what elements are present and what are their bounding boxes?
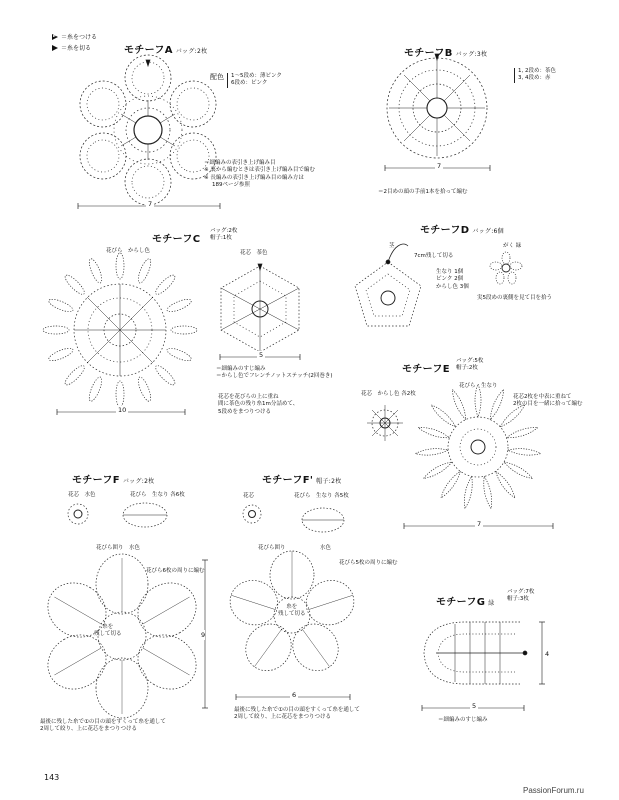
motif-c-center-label: 花芯 茶色 [240, 250, 268, 256]
page-number: 143 [44, 773, 60, 782]
motif-g-dimension-h: 4 [545, 650, 550, 658]
motif-f-center-label: 花芯 水色 [68, 492, 96, 498]
cut-thread-icon [52, 45, 58, 51]
motif-f2-center-label: 花芯 [243, 493, 255, 499]
motif-e-assembly: 花芯2枚を中表に重ねて 2枚の目を一緒に拾って編む [513, 394, 583, 408]
motif-g-dimension-w: 5 [472, 702, 477, 710]
motif-a-colors: 配色 1〜5段め：薄ピンク 6段め：ピンク [210, 73, 282, 87]
motif-g-usage: バッグ:7枚 帽子:3枚 [507, 589, 535, 603]
motif-e-center-diagram [367, 405, 403, 441]
motif-f2-center-diagram [243, 505, 261, 523]
motif-c-petal-label: 花びら からし色 [106, 248, 151, 254]
motif-b-diagram [387, 54, 487, 158]
motif-c-title: モチーフC [152, 234, 201, 245]
motif-f-assembly: 最後に残した糸で①の目の頭をすくって糸を通して 2周して絞り、上に花芯をまつりつける [40, 719, 166, 733]
motif-d-gaku-diagram [490, 252, 522, 284]
attach-thread-icon [52, 34, 58, 40]
motif-d-note: 実5段めの裏側を見て目を拾う [477, 295, 553, 301]
motif-e-usage: バッグ:5枚 帽子:2枚 [456, 358, 484, 372]
legend-attach: ＝糸をつける [52, 32, 97, 41]
motif-a-diagram [72, 55, 225, 205]
motif-e-center-label: 花芯 からし色 各2枚 [361, 391, 416, 397]
motif-c-center-diagram [221, 264, 299, 352]
motif-f-diagram [38, 554, 206, 718]
motif-f-title: モチーフF バッグ:2枚 [72, 475, 155, 486]
motif-g-diagram [424, 622, 527, 684]
motif-f2-title: モチーフF' 帽子:2枚 [262, 475, 342, 486]
motif-f2-surround-color: 水色 [320, 545, 332, 551]
motif-a-notes: ＝細編みの表引き上げ編み目 ※ 裏から編むときは表引き上げ編み目で編む ※ 長編みの表引き上げ編み目の編み方は 189ページ参照 [204, 160, 315, 189]
motif-c-dimension-large: 10 [118, 406, 127, 414]
motif-d-title: モチーフD バッグ:6個 [420, 225, 504, 236]
motif-f-center-diagram [68, 504, 88, 524]
motif-d-diagram [355, 244, 421, 326]
motif-d-stem-label: 茎 [389, 243, 395, 249]
legend-cut: ＝糸を切る [52, 43, 97, 52]
motif-f-petal-diagram [123, 503, 167, 527]
motif-c-diagram [43, 253, 197, 407]
motif-f-surround-note: 花びら6枚の周りに編む [146, 568, 205, 574]
motif-b-title: モチーフB バッグ:3枚 [404, 48, 488, 59]
motif-e-dimension: 7 [477, 520, 482, 528]
motif-f-thread-note: 糸を 残して切る [94, 624, 122, 638]
motif-f2-surround-label: 花びら囲り [258, 545, 286, 551]
motif-f2-thread-note: 糸を 残して切る [278, 604, 306, 618]
motif-c-usage: バッグ:2枚 帽子:1枚 [210, 228, 238, 242]
motif-d-gaku-label: がく 緑 [503, 243, 522, 249]
motif-f2-assembly: 最後に残した糸で①の目の頭をすくって糸を通して 2周して絞り、上に花芯をまつりつける [234, 707, 360, 721]
motif-f2-petal-diagram [302, 508, 344, 532]
motif-c-dimension-small: 5 [259, 351, 264, 359]
motif-d-color-list: 生なり 1個 ピンク 2個 からし色 3個 [436, 269, 469, 290]
motif-a-dimension: 7 [148, 200, 153, 208]
motif-b-note: ＝2目めの頭の手前1本を拾って編む [378, 189, 468, 195]
motif-b-dimension: 7 [437, 162, 442, 170]
watermark: PassionForum.ru [523, 786, 584, 795]
motif-e-title: モチーフE [402, 364, 450, 375]
motif-d-leftover-label: 7cm残して切る [414, 253, 454, 259]
legend [52, 32, 97, 52]
motif-e-petal-label: 花びら 生なり [459, 383, 498, 389]
motif-b-colors: 1, 2段め：茶色 3, 4段め：赤 [514, 68, 556, 83]
motif-f2-petal-label: 花びら 生なり 各5枚 [294, 493, 349, 499]
motif-f2-surround-note: 花びら5枚の周りに編む [339, 560, 398, 566]
motif-f2-dimension: 6 [292, 691, 297, 699]
motif-c-notes: ＝細編みのすじ編み ＝からし色でフレンチノットステッチ(2回巻き) [216, 366, 333, 380]
motif-f-surround-label: 花びら囲り 水色 [96, 545, 141, 551]
motif-c-assembly: 花芯を花びらの上に重ね 間に茶色の残り糸1m分詰めて、 5段めをまつりつける [218, 394, 299, 415]
motif-f-petal-label: 花びら 生なり 各6枚 [130, 492, 185, 498]
motif-g-title: モチーフG 緑 [436, 597, 495, 608]
motif-g-note: ＝細編みのすじ編み [438, 717, 488, 723]
motif-a-title: モチーフA バッグ:2枚 [124, 45, 208, 56]
motif-f-dimension: 9 [201, 631, 206, 639]
